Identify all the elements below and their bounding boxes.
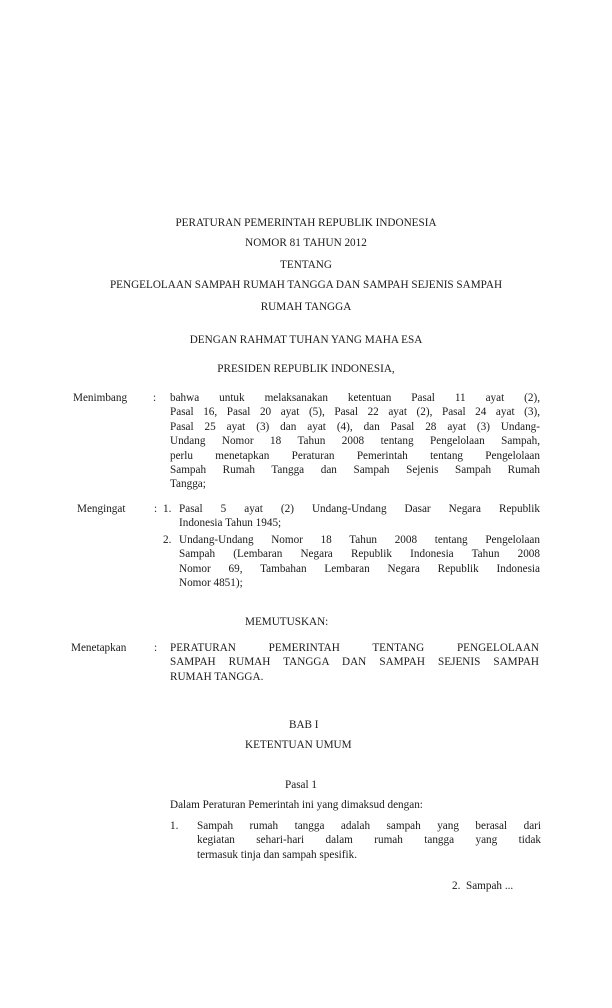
page-continuation: 2. Sampah ... [452,880,514,892]
text-line: Sampah rumah tangga adalah sampah yang berasal dari [197,820,541,832]
mengingat-label: Mengingat [77,503,126,515]
about-heading: TENTANG [280,259,332,271]
text-line: Sampah Rumah Tangga dan Sampah Sejenis Sampah Rumah [170,464,540,477]
regulation-number: NOMOR 81 TAHUN 2012 [245,237,367,249]
text-line: Nomor 4851); [179,577,243,590]
article-intro: Dalam Peraturan Pemerintah ini yang dimaksud dengan: [170,799,423,811]
president-heading: PRESIDEN REPUBLIK INDONESIA, [217,363,395,375]
text-line: Pasal 16, Pasal 20 ayat (5), Pasal 22 ayat (2), Pasal 24 ayat (3), [170,406,540,419]
menimbang-label: Menimbang [73,392,128,404]
decision-heading: MEMUTUSKAN: [245,616,329,628]
text-line: termasuk tinja dan sampah spesifik. [197,848,358,861]
text-line: bahwa untuk melaksanakan ketentuan Pasal 11 ayat (2), [170,392,540,404]
document-title: PERATURAN PEMERINTAH REPUBLIK INDONESIA [175,217,437,229]
article-title: Pasal 1 [285,779,318,791]
invocation: DENGAN RAHMAT TUHAN YANG MAHA ESA [189,334,423,346]
text-line: Pasal 25 ayat (3) dan ayat (4), dan Pasal 28 ayat (3) Undang- [170,420,540,433]
text-line: SAMPAH RUMAH TANGGA DAN SAMPAH SEJENIS SAMPAH [170,656,539,669]
chapter-title: BAB I [289,719,319,731]
mengingat-item-1 [179,502,540,531]
text-line: Undang Nomor 18 Tahun 2008 tentang Pengelolaan Sampah, [170,435,540,448]
list-number: 1. [170,820,179,832]
list-number: 2. [163,534,172,546]
text-line: Pasal 5 ayat (2) Undang-Undang Dasar Negara Republik [179,503,540,515]
subject-line-2: RUMAH TANGGA [260,301,352,313]
text-line: Sampah (Lembaran Negara Republik Indonesia Tahun 2008 [179,548,540,561]
list-number: 1. [163,503,172,515]
text-line: perlu menetapkan Peraturan Pemerintah tentang Pengelolaan [170,449,540,462]
text-line: Nomor 69, Tambahan Lembaran Negara Republik Indonesia [179,562,540,575]
menetapkan-body [170,641,539,684]
article-item-1 [197,819,541,862]
text-line: kegiatan sehari-hari dalam rumah tangga yang tidak [197,834,541,847]
mengingat-item-2 [179,533,540,591]
text-line: RUMAH TANGGA. [170,670,264,683]
menetapkan-colon: : [154,642,158,654]
chapter-name: KETENTUAN UMUM [245,739,352,751]
text-line: Indonesia Tahun 1945; [179,517,282,530]
menetapkan-label: Menetapkan [71,642,127,654]
text-line: Tangga; [170,478,206,491]
text-line: Undang-Undang Nomor 18 Tahun 2008 tentang Pengelolaan [179,534,540,546]
menimbang-colon: : [153,392,157,404]
subject-line-1: PENGELOLAAN SAMPAH RUMAH TANGGA DAN SAMPAH SEJENIS SAMPAH [109,279,503,291]
text-line: PERATURAN PEMERINTAH TENTANG PENGELOLAAN [170,642,539,654]
mengingat-colon: : [154,503,158,515]
menimbang-body [170,391,540,492]
